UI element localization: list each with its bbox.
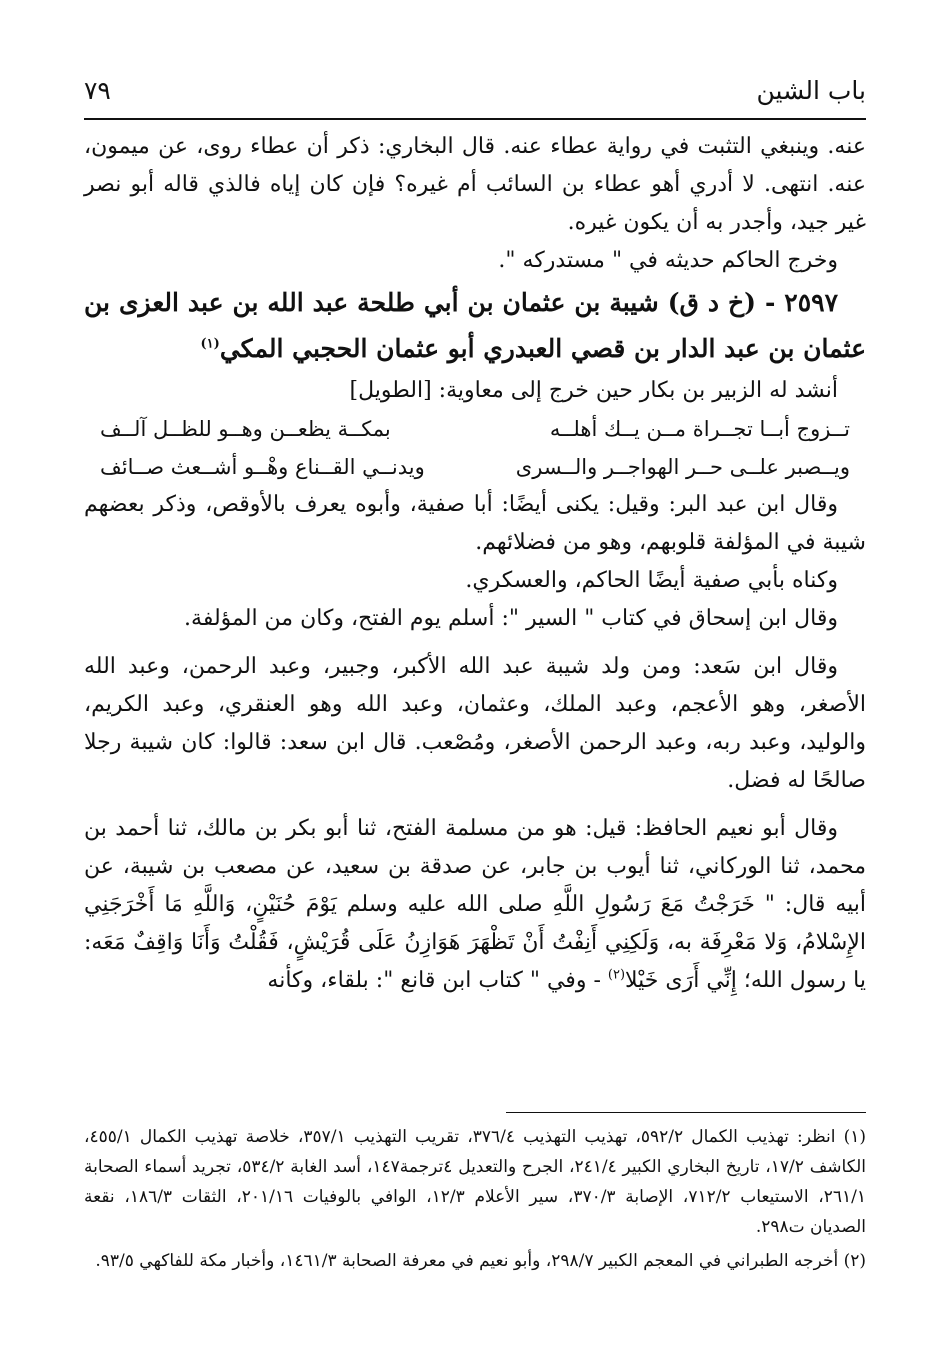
verse-1-second-hemistich: بمكــة يظعــن وهــو للظــل آلــف	[100, 417, 391, 441]
footnotes	[84, 1122, 866, 1280]
verse-2-second-hemistich: ويدنــي القــناع وهْــو أشــعث صــائف	[100, 455, 425, 479]
paragraph-hakim: وخرج الحاكم حديثه في " مستدركه ".	[498, 248, 838, 273]
chapter-title: باب الشين	[756, 76, 866, 105]
footnote-divider	[506, 1112, 866, 1113]
paragraph-ibn-ishaq: وقال ابن إسحاق في كتاب " السير ": أسلم يوم الفتح، وكان من المؤلفة.	[184, 606, 838, 631]
verse-line-2	[84, 448, 866, 486]
paragraph-ibn-abd-albarr: وقال ابن عبد البر: وقيل: يكنى أيضًا: أبا صفية، وأبوه يعرف بالأوقص، وذكر بعضهم شيبة في المؤلفة قلوبهم، وهو من فضلائهم.	[84, 492, 866, 555]
verse-2-first-hemistich: ويــصبر علــى حــر الهواجــر والــسرى	[515, 455, 850, 479]
footnote-ref-1: (١)	[200, 336, 220, 352]
paragraph-abu-nuaym	[84, 810, 866, 1000]
abu-nuaym-text: وقال أبو نعيم الحافظ: قيل: هو من مسلمة الفتح، ثنا أبو بكر بن مالك، ثنا أحمد بن محمد، ثنا الوركاني، ثنا أيوب بن جابر، عن صدقة بن سعيد، عن مصعب بن شيبة، عن أبيه قال: " خَرَجْتُ مَعَ رَسُولِ اللَّهِ صلى الله عليه وسلم يَوْمَ حُنَيْنٍ، وَاللَّهِ مَا أَخْرَجَنِي الإِسْلامُ، وَلا مَعْرِفَة به، وَلَكِنِي أَنِفْتُ أَنْ تَظْهَرَ هَوَازِنُ عَلَى قُرَيْشٍ، فَقُلْتُ وَأَنَا وَاقِفٌ مَعَه: يا رسول الله؛ إِنِّي أَرَى خَيْلا	[84, 816, 866, 993]
entry-heading	[84, 280, 866, 372]
footnote-1: (١) انظر: تهذيب الكمال ٥٩٢/٢، تهذيب التهذيب ٣٧٦/٤، تقريب التهذيب ٣٥٧/١، خلاصة تهذيب الكمال ٤٥٥/١، الكاشف ١٧/٢، تاريخ البخاري الكبير ٢٤١/٤، الجرح والتعديل ٤ترجمة١٤٧، أسد الغابة ٥٣٤/٢، تجريد أسماء الصحابة ٢٦١/١، الاستيعاب ٧١٢/٢، الإصابة ٣٧٠/٣، سير الأعلام ١٢/٣، الوافي بالوفيات ٢٠١/١٦، الثقات ١٨٦/٣، نقعة الصديان ت٢٩٨.	[84, 1127, 867, 1237]
running-header	[84, 74, 866, 116]
paragraph-continuation: عنه. وينبغي التثبت في رواية عطاء عنه. قال البخاري: ذكر أن عطاء روى، عن ميمون، عنه. انتهى. لا أدري أهو عطاء بن السائب أم غيره؟ فإن كان إياه فالذي قاله أبو نصر غير جيد، وأجدر به أن يكون غيره.	[84, 134, 866, 235]
paragraph-ibn-sad: وقال ابن سَعد: ومن ولد شيبة عبد الله الأكبر، وجبير، وعبد الرحمن، وعبد الله الأصغر، وهو الأعجم، وعبد الملك، وعثمان، وعبد الله وهو العنقري، وعبد الكريم، والوليد، وعبد ربه، وعبد الرحمن الأصغر، ومُصْعب. قال ابن سعد: قالوا: كان شيبة رجلا صالحًا له فضل.	[84, 654, 866, 793]
verse-line-1	[84, 410, 866, 448]
verse-1-first-hemistich: تــزوج أبــا تجــراة مــن يــك أهلــه	[549, 417, 850, 441]
abu-nuaym-text-end: - وفي " كتاب ابن قانع ": بلقاء، وكأنه	[267, 968, 608, 993]
header-divider	[84, 118, 866, 120]
page-number: ٧٩	[84, 76, 111, 105]
footnote-2: (٢) أخرجه الطبراني في المعجم الكبير ٢٩٨/٧، وأبو نعيم في معرفة الصحابة ١٤٦١/٣، وأخبار مكة للفاكهي ٩٣/٥.	[95, 1251, 866, 1271]
entry-heading-text: ٢٥٩٧ - (خ د ق) شيبة بن عثمان بن أبي طلحة عبد الله بن عبد العزى بن عثمان بن عبد الدار بن قصي العبدري أبو عثمان الحجبي المكي	[84, 288, 866, 363]
main-text	[84, 128, 866, 1000]
paragraph-kunya: وكناه بأبي صفية أيضًا الحاكم، والعسكري.	[465, 568, 838, 593]
footnote-ref-2: (٢)	[607, 967, 626, 983]
paragraph-zubayr: أنشد له الزبير بن بكار حين خرج إلى معاوية: [الطويل]	[349, 378, 838, 403]
